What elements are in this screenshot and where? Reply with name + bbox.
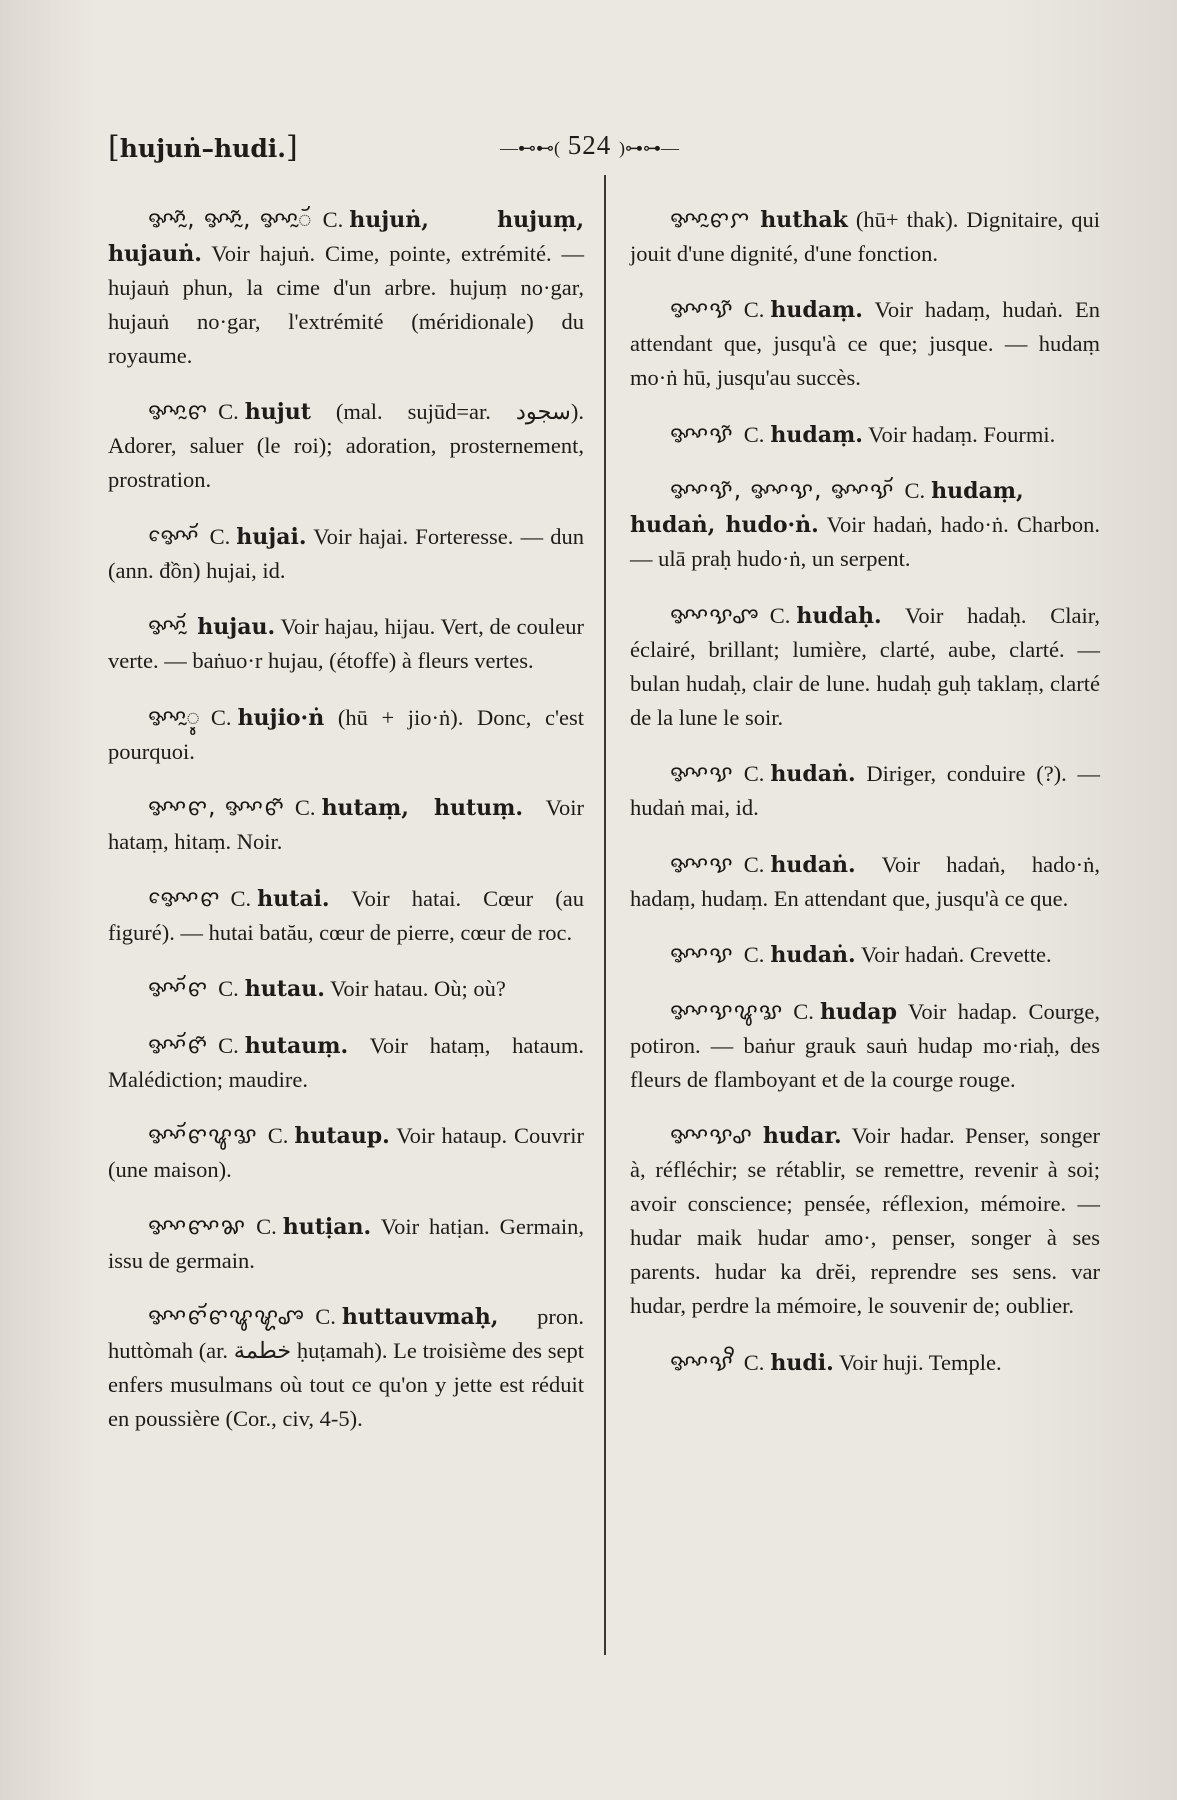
headword: huttauvmaḥ,: [341, 1304, 499, 1330]
headword: huthak: [760, 206, 848, 233]
dictionary-entry: [630, 1346, 1100, 1380]
entry-prefix: C.: [743, 942, 765, 967]
running-head: [hujuṅ–hudi.]: [108, 130, 298, 165]
headword: hudaṃ, hudaṅ, hudo·ṅ.: [630, 478, 1024, 538]
dictionary-entry: [108, 1029, 584, 1097]
headword: hutaṃ, hutuṃ.: [321, 795, 524, 821]
entry-prefix: C.: [210, 704, 232, 730]
headword: hudaṃ.: [770, 297, 863, 323]
entry-prefix: C.: [267, 1123, 289, 1148]
entry-prefix: C.: [209, 523, 231, 549]
cham-script-glyph: ꨀꨳꨭꨓ: [148, 399, 209, 425]
cham-script-glyph: ꨀꨳꨓ, ꨀꨳꨓ̃: [148, 795, 285, 821]
cham-script-glyph: ꨀꨳꨕ: [670, 942, 734, 968]
headword: hutịan.: [282, 1213, 372, 1240]
dictionary-entry: [108, 1119, 584, 1187]
definition: Voir hatịan. Germain, issu de germain.: [108, 1213, 584, 1273]
headword: hutau.: [244, 976, 325, 1002]
entry-prefix: C.: [769, 602, 791, 628]
dictionary-entry: [108, 1300, 584, 1436]
cham-script-glyph: ꨀꨳꨯꨓ: [148, 885, 221, 912]
entry-prefix: C.: [230, 885, 252, 911]
definition: Voir hajuṅ. Cime, pointe, extrémité. — hujauṅ phun, la cime d'un arbre. hujuṃ no·gar, hujauṅ no·gar, l'extrémité (méridionale) du royaume.: [108, 240, 585, 368]
dictionary-entry: [108, 791, 584, 859]
dictionary-entry: [108, 520, 584, 588]
headword: hujai.: [236, 523, 307, 550]
cham-script-glyph: ꨀꨳꨮꨓ: [148, 976, 209, 1002]
dictionary-entry: [630, 203, 1100, 271]
entry-prefix: C.: [218, 976, 239, 1001]
dictionary-entry: [108, 972, 584, 1006]
cham-script-glyph: ꨀꨳꨕꨣ: [670, 1123, 753, 1149]
headword: hujau.: [197, 614, 276, 640]
cham-script-glyph: ꨀꨳꨕ: [670, 761, 734, 787]
headword: hutaup.: [294, 1123, 390, 1149]
cham-script-glyph: ꨀꨳꨭꨶ: [148, 704, 201, 731]
headword: hujut: [244, 399, 311, 425]
cham-script-glyph: ꨀꨳꨓꨮꨓꨥꨠꨨ: [148, 1304, 306, 1330]
dictionary-entry: [630, 418, 1100, 452]
definition: Voir hatau. Où; où?: [330, 976, 506, 1001]
dictionary-entry: [630, 938, 1100, 972]
definition: Voir hataṃ, hitaṃ. Noir.: [108, 795, 584, 854]
cham-script-glyph: ꨀꨳꨕ: [670, 851, 734, 878]
cham-script-glyph: ꨀꨳꨓꨳꨗ: [148, 1213, 247, 1240]
headword: hujio·ṅ: [237, 704, 325, 731]
headword: hudaḥ.: [796, 602, 882, 629]
dictionary-entry: [630, 995, 1100, 1097]
dictionary-entry: [630, 1119, 1100, 1323]
entry-prefix: C.: [294, 795, 316, 820]
dictionary-entry: [108, 882, 584, 950]
cham-script-glyph: ꨀꨳꨮꨓꨥꨛ: [148, 1123, 258, 1149]
entry-prefix: C.: [743, 421, 765, 447]
dictionary-entry: [630, 757, 1100, 825]
cham-script-glyph: ꨀꨳꨕꨪ: [670, 1349, 734, 1376]
cham-script-glyph: ꨀꨳꨯꨮ: [148, 523, 200, 550]
headword: hudar.: [762, 1123, 842, 1149]
cham-script-glyph: ꨀꨳꨕꨨ: [670, 602, 760, 629]
cham-script-glyph: ꨀꨳꨕ̃: [670, 421, 734, 448]
headword: hutauṃ.: [244, 1032, 349, 1059]
dictionary-entry: [108, 610, 584, 678]
cham-script-glyph: ꨀꨳꨕꨥꨛ: [670, 998, 784, 1025]
entry-prefix: C.: [904, 478, 926, 503]
cham-script-glyph: ꨀꨳꨮꨓ̃: [148, 1032, 209, 1059]
dictionary-entry: [630, 599, 1100, 735]
dictionary-entry: [630, 474, 1100, 576]
entry-prefix: C.: [218, 399, 239, 424]
cham-script-glyph: ꨀꨳꨕ̃: [670, 297, 734, 323]
page-header: [0, 130, 1177, 170]
headword: hudap: [819, 998, 897, 1025]
dictionary-entry: [630, 848, 1100, 916]
definition: Voir hadaṃ. Fourmi.: [868, 421, 1056, 447]
definition: Voir hajai. Forteresse. — dun (ann. đồn) hujai, id.: [108, 523, 584, 583]
entry-prefix: C.: [793, 998, 814, 1024]
headword: hudi.: [770, 1349, 834, 1376]
definition: Voir hataup. Couvrir (une maison).: [108, 1123, 585, 1182]
entry-prefix: C.: [315, 1304, 336, 1329]
definition: Voir hadaṅ, hado·ṅ. Charbon. — ulā praḥ hudo·ṅ, un serpent.: [630, 512, 1101, 571]
definition: Diriger, conduire (?). — hudaṅ mai, id.: [630, 761, 1100, 820]
entry-prefix: C.: [743, 1349, 765, 1375]
definition: (hū+ thak). Dignitaire, qui jouit d'une dignité, d'une fonction.: [630, 206, 1100, 266]
headword: hutai.: [257, 885, 330, 912]
definition: Voir hajau, hijau. Vert, de couleur verte. — baṅuo·r hujau, (étoffe) à fleurs vertes.: [108, 614, 584, 673]
headword: hujuṅ, hujuṃ, hujauṅ.: [108, 206, 584, 267]
definition: (mal. sujūd=ar. سجود). Adorer, saluer (le roi); adoration, prosternement, prostration.: [108, 399, 584, 492]
dictionary-entry: [108, 701, 584, 769]
headword: hudaṅ.: [770, 761, 856, 787]
definition: Voir hataṃ, hataum. Malédiction; maudire.: [108, 1032, 585, 1092]
definition: Voir hadaḥ. Clair, éclairé, brillant; lumière, clarté, aube, clarté. — bulan hudaḥ, clair de lune. hudaḥ guḥ taklaṃ, clarté de la lune le soir.: [630, 602, 1101, 730]
entry-prefix: C.: [743, 761, 765, 786]
cham-script-glyph: ꨀꨳꨭ̃, ꨀꨳꨭ̃, ꨀꨳꨭꨮ: [148, 206, 313, 233]
definition: (hū + jio·ṅ). Donc, c'est pourquoi.: [108, 704, 584, 764]
cham-script-glyph: ꨀꨳꨭꨓꨆ: [670, 206, 751, 233]
dictionary-entry: [108, 203, 584, 373]
dictionary-entry: [108, 1210, 584, 1278]
entry-prefix: C.: [743, 851, 765, 877]
definition: pron. huttòmah (ar. خطمة ḥuṭamah). Le troisième des sept enfers musulmans où tout ce qu'on y jette est réduit en poussière (Cor., civ, 4-5).: [108, 1304, 584, 1431]
entry-prefix: C.: [256, 1213, 277, 1239]
dictionary-entry: [108, 395, 584, 497]
definition: Voir hadaṅ. Crevette.: [860, 942, 1052, 967]
left-column: [108, 180, 584, 1452]
definition: Voir hadar. Penser, songer à, réfléchir; se rétablir, se remettre, revenir à soi; avoir conscience; pensée, réflexion, mémoire. — hudar maik hudar amo·, penser, songer à ses parents. hudar ka drĕi, reprendre ses sens. var hudar, perdre la mémoire, le souvenir de; oublier.: [630, 1123, 1101, 1318]
cham-script-glyph: ꨀꨳꨮꨭ: [148, 614, 188, 640]
entry-prefix: C.: [322, 206, 344, 232]
definition: Voir hadaṃ, hudaṅ. En attendant que, jusqu'à ce que; jusque. — hudaṃ mo·ṅ hū, jusqu'au succès.: [630, 297, 1100, 390]
right-column: [630, 180, 1100, 1396]
definition: Voir hadaṅ, hado·ṅ, hadaṃ, hudaṃ. En attendant que, jusqu'à ce que.: [630, 851, 1100, 911]
column-divider: [604, 175, 606, 1655]
headword: hudaṅ.: [770, 942, 856, 968]
entry-prefix: C.: [743, 297, 765, 322]
definition: Voir hadap. Courge, potiron. — baṅur grauk sauṅ hudap mo·riaḥ, des fleurs de flamboyant et de la courge rouge.: [630, 998, 1100, 1092]
cham-script-glyph: ꨀꨳꨕ̃, ꨀꨳꨕ, ꨀꨳꨕꨮ: [670, 478, 895, 504]
definition: Voir huji. Temple.: [838, 1349, 1002, 1375]
definition: Voir hatai. Cœur (au figuré). — hutai batău, cœur de pierre, cœur de roc.: [108, 885, 584, 945]
entry-prefix: C.: [218, 1032, 239, 1058]
dictionary-entry: [630, 293, 1100, 395]
headword: hudaṃ.: [770, 421, 863, 448]
headword: hudaṅ.: [770, 851, 856, 878]
page-number: —⊷⊷( 524 )⊶⊶—: [500, 130, 679, 160]
